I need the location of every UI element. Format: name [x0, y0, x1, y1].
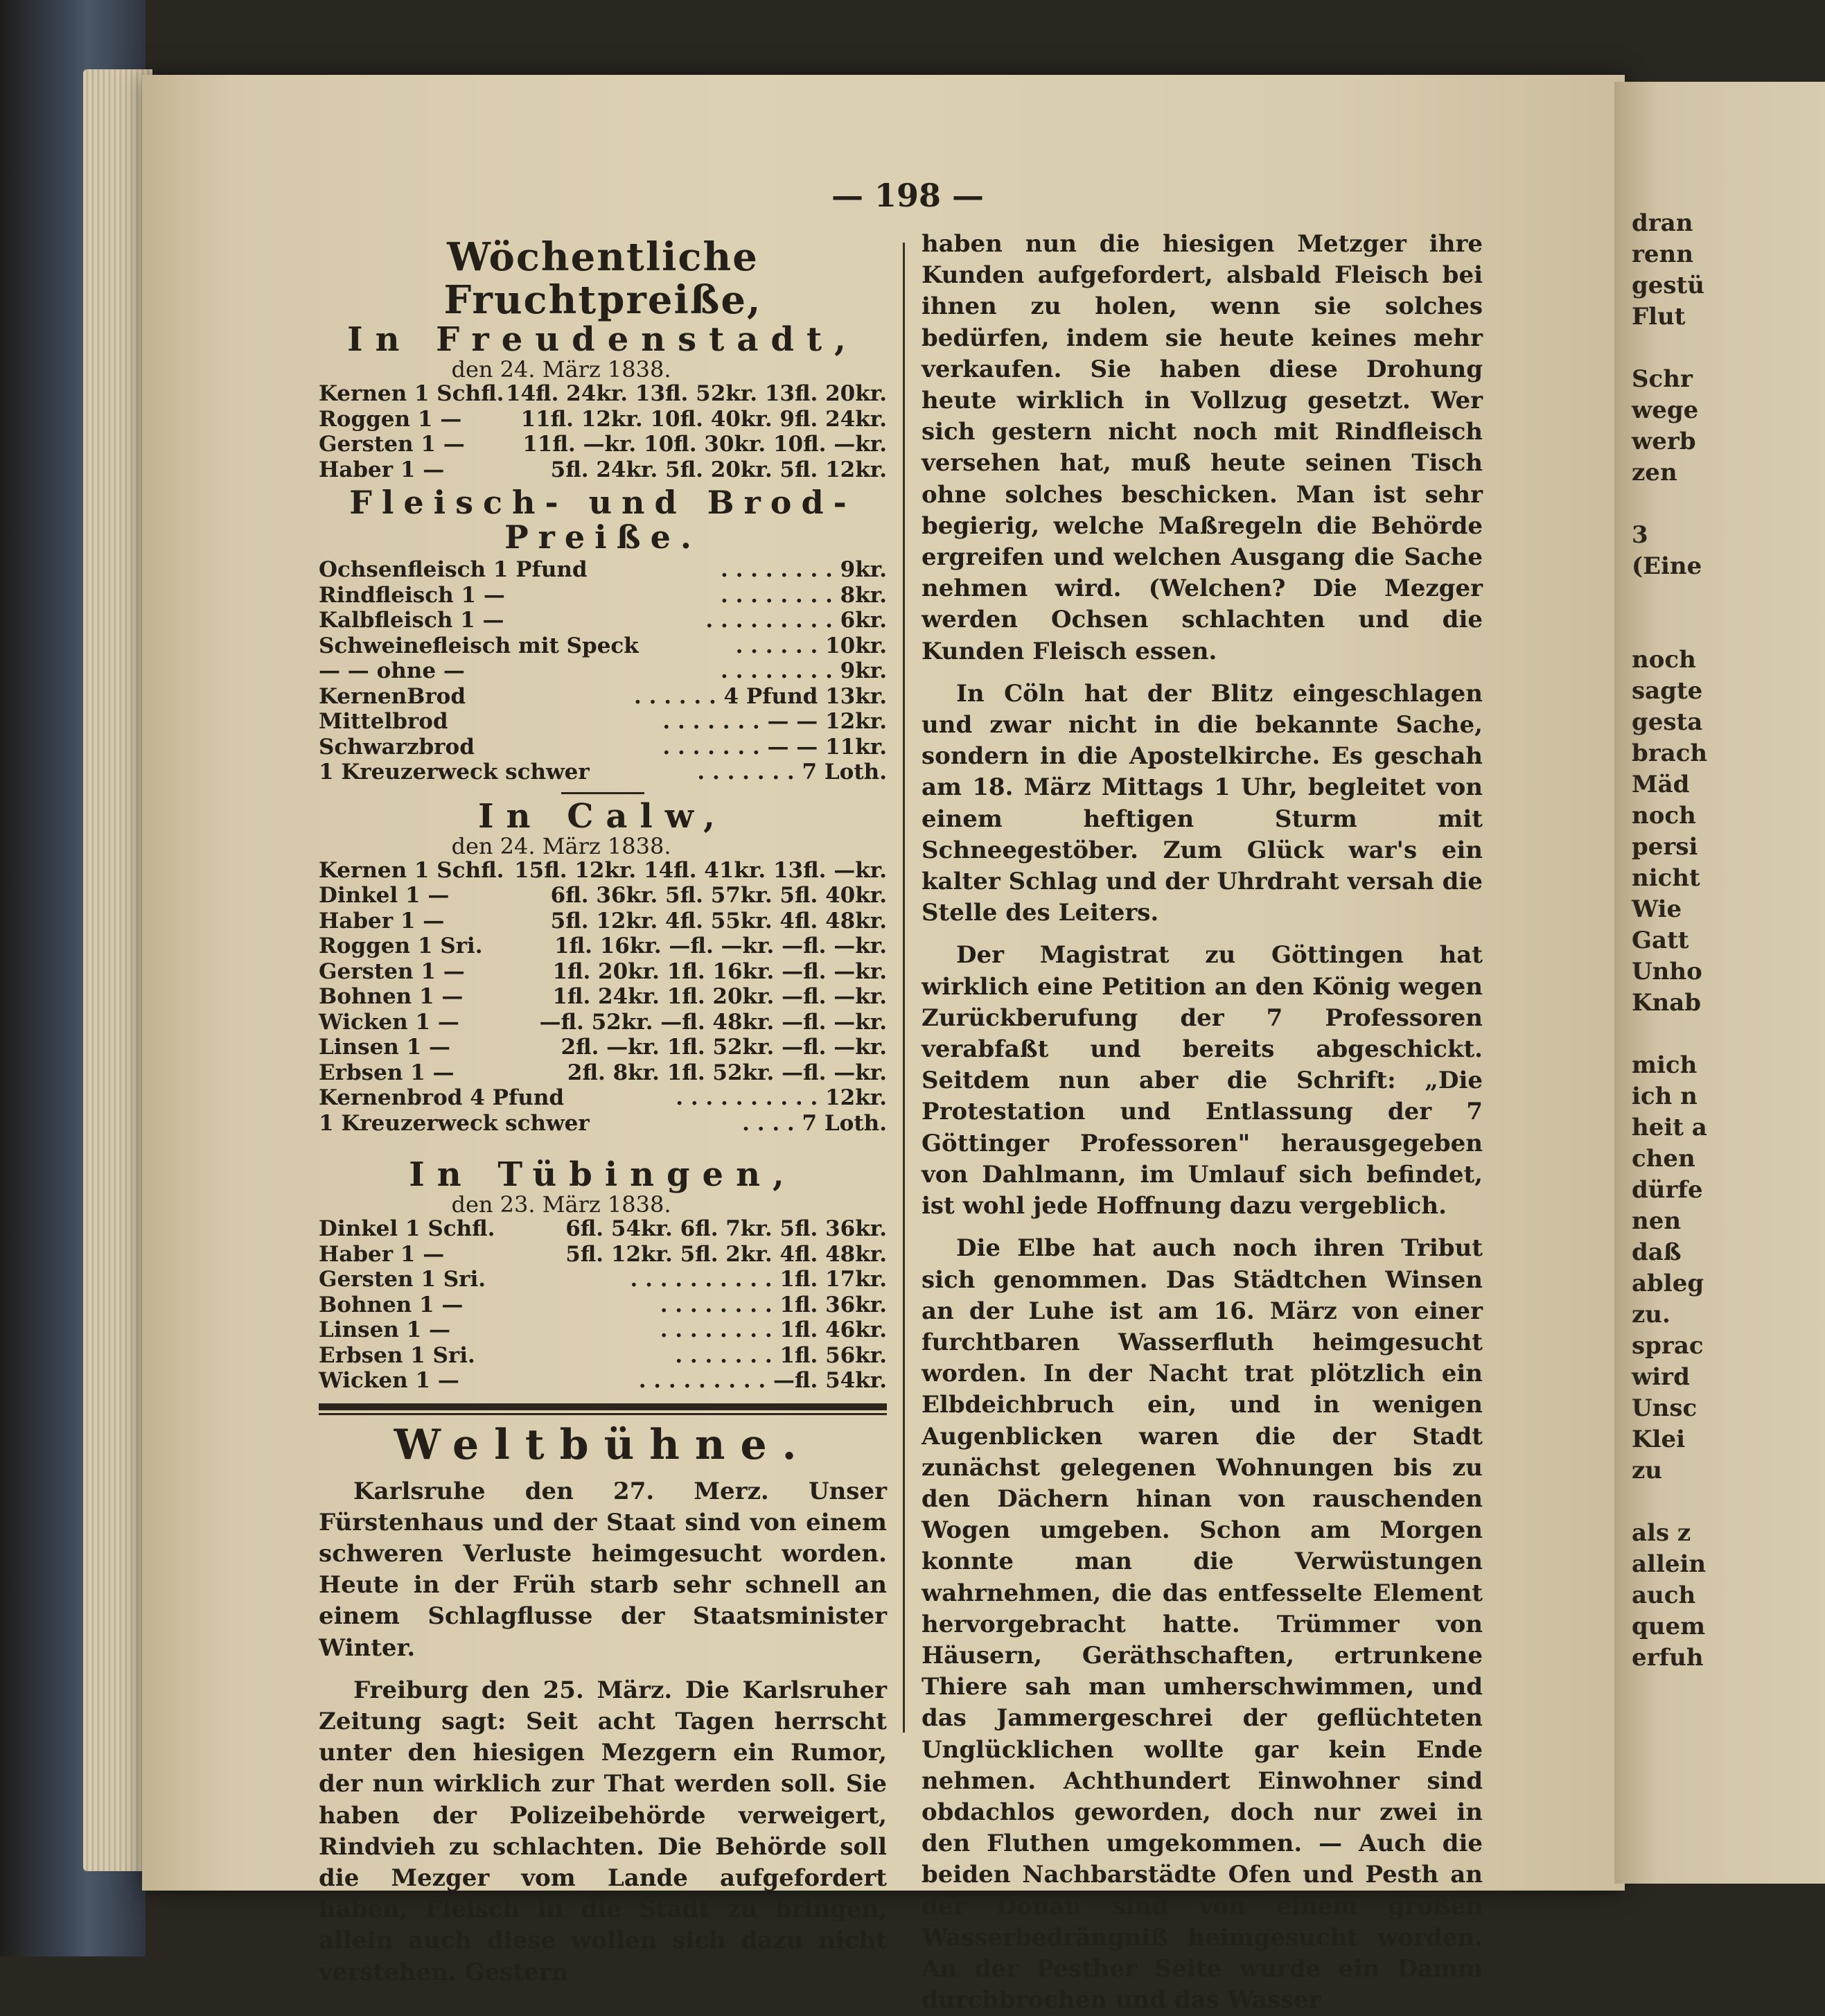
- freudenstadt-place: In Freudenstadt,: [347, 320, 858, 359]
- row-label: Haber 1 —: [319, 908, 445, 934]
- calw-table: [319, 858, 887, 1137]
- freudenstadt-section: [319, 322, 887, 482]
- next-page-line: wird: [1632, 1363, 1690, 1391]
- table-row: [319, 407, 887, 432]
- next-page-line: renn: [1632, 240, 1693, 268]
- row-value: . . . . . . . . . —fl. 54kr.: [638, 1368, 887, 1393]
- thick-rule: [319, 1403, 887, 1410]
- next-page-line: erfuh: [1632, 1644, 1704, 1672]
- column-divider: [903, 243, 905, 1733]
- table-row: [319, 1317, 887, 1343]
- row-value: . . . . . . 10kr.: [735, 633, 887, 658]
- calw-section: [319, 798, 887, 1137]
- paragraph-goettingen: Der Magistrat zu Göttingen hat wirklich eine Petition an den König wegen Zurückberufung der 7 Professoren verabfaßt und bereits abgeschickt. Seitdem nun aber die Schrift: „Die Protestation und Entlassung der 7 Göttinger Professoren" herausgegeben von Dahlmann, im Umlauf sich befindet, ist wohl jede Hoffnung dazu vergeblich.: [922, 941, 1483, 1220]
- row-label: Gersten 1 Sri.: [319, 1267, 486, 1292]
- row-value: 5fl. 12kr. 4fl. 55kr. 4fl. 48kr.: [550, 908, 887, 934]
- table-row: [319, 858, 887, 884]
- table-row: [319, 432, 887, 457]
- table-row: [319, 1111, 887, 1137]
- row-label: Haber 1 —: [319, 1241, 445, 1267]
- row-value: 6fl. 54kr. 6fl. 7kr. 5fl. 36kr.: [565, 1216, 887, 1241]
- next-page-line: [1632, 1019, 1825, 1050]
- next-page-line: noch: [1632, 802, 1696, 830]
- row-label: Kernen 1 Schfl.: [319, 381, 504, 406]
- row-label: — — ohne —: [319, 658, 465, 683]
- table-row: [319, 934, 887, 959]
- row-label: Erbsen 1 —: [319, 1060, 455, 1085]
- row-label: 1 Kreuzerweck schwer: [319, 1110, 590, 1136]
- table-row: [319, 658, 887, 684]
- row-value: . . . . . . . . 8kr.: [720, 582, 887, 608]
- next-page-line: quem: [1632, 1613, 1706, 1640]
- row-value: 6fl. 36kr. 5fl. 57kr. 5fl. 40kr.: [550, 883, 887, 908]
- table-row: [319, 557, 887, 583]
- row-label: Schwarzbrod: [319, 734, 475, 760]
- row-label: Erbsen 1 Sri.: [319, 1342, 475, 1368]
- next-page-line: brach: [1632, 739, 1708, 767]
- table-row: [319, 457, 887, 483]
- paragraph-coeln: In Cöln hat der Blitz eingeschlagen und zwar nicht in die bekannte Sache, sondern in die Apostelkirche. Es geschah am 18. März Mittags 1 Uhr, begleitet von einem heftigen Sturm mit Schneegestöber. Zum Glück war's ein kalter Schlag und der Uhrdraht versah die Stelle des Leiters.: [922, 679, 1483, 927]
- next-page-line: sagte: [1632, 677, 1703, 705]
- table-row: [319, 1242, 887, 1268]
- row-label: Kalbfleisch 1 —: [319, 608, 504, 633]
- page-number: — 198 —: [831, 177, 985, 214]
- row-value: 1fl. 20kr. 1fl. 16kr. —fl. —kr.: [552, 958, 887, 984]
- paragraph-freiburg: Freiburg den 25. März. Die Karlsruher Zeitung sagt: Seit acht Tagen herrscht unter den hiesigen Mezgern ein Rumor, der nun wirklich zur That werden soll. Sie haben der Polizeibehörde verweigert, Rindvieh zu schlachten. Die Behörde soll die Mezger vom Lande aufgefordert haben, Fleisch in die Stadt zu bringen, allein auch diese wollen sich dazu nicht verstehen. Gestern: [319, 1676, 887, 1986]
- row-label: Rindfleisch 1 —: [319, 582, 505, 608]
- row-label: Ochsenfleisch 1 Pfund: [319, 557, 588, 582]
- table-row: [319, 709, 887, 735]
- row-value: . . . . . . . . . 6kr.: [705, 608, 887, 633]
- row-label: Gersten 1 —: [319, 958, 465, 984]
- tuebingen-place: In Tübingen,: [409, 1155, 797, 1194]
- tuebingen-section: [319, 1157, 887, 1394]
- table-row: [319, 1035, 887, 1060]
- next-page-line: zu.: [1632, 1301, 1670, 1329]
- row-value: 2fl. —kr. 1fl. 52kr. —fl. —kr.: [561, 1035, 887, 1060]
- next-page-line: dran: [1632, 209, 1693, 237]
- row-label: KernenBrod: [319, 683, 466, 709]
- row-label: Mittelbrod: [319, 709, 448, 734]
- row-value: . . . . . . . . . . 12kr.: [676, 1085, 887, 1110]
- next-page-line: chen: [1632, 1145, 1695, 1173]
- next-page-line: mich: [1632, 1051, 1698, 1079]
- right-column: [922, 229, 1483, 2016]
- row-value: . . . . . . . . 9kr.: [720, 658, 887, 683]
- next-page-line: zen: [1632, 459, 1677, 487]
- table-row: [319, 909, 887, 934]
- next-page-line: als z: [1632, 1519, 1691, 1547]
- paragraph-metzger: haben nun die hiesigen Metzger ihre Kunden aufgefordert, alsbald Fleisch bei ihnen zu holen, wenn sie solches bedürfen, indem sie heute keines mehr verkaufen. Sie haben diese Drohung heute wirklich in Vollzug gesetzt. Wer sich gestern nicht noch mit Rindfleisch versehen hat, muß heute seinen Tisch ohne solches beschicken. Man ist sehr begierig, welche Maßregeln die Behörde ergreifen und welchen Ausgang die Sache nehmen wird. (Welchen? Die Mezger werden Ochsen schlachten und die Kunden Fleisch essen.: [922, 230, 1483, 665]
- freudenstadt-table: [319, 381, 887, 482]
- row-value: 1fl. 24kr. 1fl. 20kr. —fl. —kr.: [552, 984, 887, 1009]
- row-label: Kernen 1 Schfl.: [319, 857, 504, 883]
- table-row: [319, 583, 887, 608]
- next-page-line: ich n: [1632, 1082, 1698, 1110]
- row-value: . . . . . . . 1fl. 56kr.: [675, 1342, 887, 1368]
- calw-place: In Calw,: [478, 796, 728, 836]
- row-label: Schweinefleisch mit Speck: [319, 633, 639, 658]
- next-page-line: zu: [1632, 1457, 1663, 1484]
- next-page-line: wege: [1632, 396, 1699, 424]
- next-page-line: Flut: [1632, 303, 1686, 331]
- tuebingen-table: [319, 1216, 887, 1394]
- next-page-text: [1618, 208, 1825, 1733]
- table-row: [319, 959, 887, 985]
- row-value: 15fl. 12kr. 14fl. 41kr. 13fl. —kr.: [514, 857, 887, 883]
- next-page-line: Unsc: [1632, 1394, 1698, 1422]
- next-page-line: nen: [1632, 1207, 1682, 1235]
- row-value: 11fl. 12kr. 10fl. 40kr. 9fl. 24kr.: [520, 406, 887, 432]
- meat-bread-table: [319, 557, 887, 785]
- tuebingen-date: den 23. März 1838.: [451, 1191, 671, 1218]
- table-row: [319, 1292, 887, 1318]
- next-page-line: werb: [1632, 428, 1696, 455]
- row-value: . . . . . . . — — 12kr.: [662, 709, 887, 734]
- row-value: 11fl. —kr. 10fl. 30kr. 10fl. —kr.: [522, 432, 887, 457]
- table-row: [319, 735, 887, 760]
- row-label: Wicken 1 —: [319, 1009, 459, 1035]
- next-page-line: 3: [1632, 521, 1648, 549]
- row-label: Linsen 1 —: [319, 1035, 450, 1060]
- table-row: [319, 984, 887, 1010]
- next-page-line: Wie: [1632, 895, 1682, 923]
- next-page-line: [1632, 582, 1825, 613]
- next-page-line: dürfe: [1632, 1176, 1703, 1204]
- row-value: . . . . . . . . 1fl. 36kr.: [660, 1292, 887, 1317]
- row-label: Haber 1 —: [319, 457, 445, 482]
- next-page-line: ableg: [1632, 1270, 1704, 1297]
- row-label: Dinkel 1 Schfl.: [319, 1216, 495, 1241]
- next-page-line: daß: [1632, 1238, 1682, 1266]
- table-row: [319, 883, 887, 909]
- next-page-line: [1632, 1487, 1825, 1518]
- row-value: 14fl. 24kr. 13fl. 52kr. 13fl. 20kr.: [505, 381, 887, 406]
- row-value: . . . . . . 4 Pfund 13kr.: [634, 683, 887, 709]
- row-value: . . . . . . . . 1fl. 46kr.: [660, 1317, 887, 1342]
- next-page-line: persi: [1632, 833, 1698, 861]
- next-page-line: Klei: [1632, 1426, 1686, 1453]
- table-row: [319, 1060, 887, 1086]
- table-row: [319, 1216, 887, 1242]
- row-label: Bohnen 1 —: [319, 984, 464, 1009]
- row-value: . . . . . . . — — 11kr.: [662, 734, 887, 760]
- next-page-line: heit a: [1632, 1114, 1707, 1141]
- row-label: Roggen 1 —: [319, 406, 462, 432]
- row-label: Dinkel 1 —: [319, 883, 450, 908]
- section-divider: [561, 792, 644, 794]
- row-value: . . . . . . . . 9kr.: [720, 557, 887, 582]
- row-value: 5fl. 12kr. 5fl. 2kr. 4fl. 48kr.: [565, 1241, 887, 1267]
- next-page-line: gestü: [1632, 272, 1704, 299]
- row-label: 1 Kreuzerweck schwer: [319, 760, 590, 785]
- table-row: [319, 1267, 887, 1292]
- next-page-line: allein: [1632, 1550, 1707, 1578]
- row-value: 5fl. 24kr. 5fl. 20kr. 5fl. 12kr.: [550, 457, 887, 482]
- thin-rule: [319, 1413, 887, 1415]
- next-page-line: Knab: [1632, 989, 1702, 1017]
- next-page-line: gesta: [1632, 708, 1703, 736]
- row-value: —fl. 52kr. —fl. 48kr. —fl. —kr.: [539, 1009, 887, 1035]
- row-value: . . . . . . . . . . 1fl. 17kr.: [630, 1267, 887, 1292]
- row-value: . . . . 7 Loth.: [742, 1110, 887, 1136]
- row-label: Wicken 1 —: [319, 1368, 459, 1393]
- row-value: . . . . . . . 7 Loth.: [697, 760, 887, 785]
- meat-bread-heading: Fleisch- und Brod-Preiße.: [349, 484, 856, 556]
- calw-date: den 24. März 1838.: [451, 832, 671, 859]
- row-label: Gersten 1 —: [319, 432, 465, 457]
- next-page-line: (Eine: [1632, 552, 1702, 580]
- next-page-line: Schr: [1632, 365, 1693, 393]
- next-page-line: Unho: [1632, 958, 1702, 985]
- table-row: [319, 381, 887, 407]
- row-label: Bohnen 1 —: [319, 1292, 464, 1317]
- paragraph-karlsruhe: Karlsruhe den 27. Merz. Unser Fürstenhaus und der Staat sind von einem schweren Verluste heimgesucht worden. Heute in der Früh starb sehr schnell an einem Schlagflusse der Staatsminister Winter.: [319, 1477, 887, 1662]
- table-row: [319, 1343, 887, 1369]
- next-page-line: Mäd: [1632, 771, 1690, 798]
- paragraph-elbe: Die Elbe hat auch noch ihren Tribut sich genommen. Das Städtchen Winsen an der Luhe ist am 16. März von einer furchtbaren Wasserfluth heimgesucht worden. In der Nacht trat plötzlich ein Elbdeichbruch ein, und in wenigen Augenblicken waren die der Stadt zunächst gelegenen Wohnungen bis zu den Dächern hinan von rauschenden Wogen umgeben. Schon am Morgen konnte man die Verwüstungen wahrnehmen, die das entfesselte Element hervorgebracht hatte. Trümmer von Häusern, Geräthschaften, ertrunkene Thiere sah man umherschwimmen, und das Jammergeschrei der geflüchteten Unglücklichen wollte gar kein Ende nehmen. Achthundert Einwohner sind obdachlos geworden, doch nur zwei in den Fluthen umgekommen. — Auch die beiden Nachbarstädte Ofen und Pesth an der Donau sind von einem großen Wasserbedrängniß heimgesucht worden. An der Pesther Seite wurde ein Damm durchbrochen und das Wasser: [922, 1234, 1483, 2015]
- table-row: [319, 1085, 887, 1111]
- prices-title: Wöchentliche Fruchtpreiße,: [443, 234, 762, 323]
- next-page-line: [1632, 489, 1825, 520]
- table-row: [319, 608, 887, 633]
- row-value: 1fl. 16kr. —fl. —kr. —fl. —kr.: [554, 934, 887, 958]
- next-page-line: auch: [1632, 1581, 1696, 1609]
- table-row: [319, 1010, 887, 1035]
- row-label: Kernenbrod 4 Pfund: [319, 1085, 565, 1110]
- table-row: [319, 684, 887, 710]
- next-page-line: [1632, 613, 1825, 645]
- table-row: [319, 1368, 887, 1394]
- next-page-line: noch: [1632, 646, 1696, 674]
- row-label: Linsen 1 —: [319, 1317, 450, 1342]
- table-row: [319, 633, 887, 659]
- next-page-line: [1632, 333, 1825, 364]
- next-page-line: sprac: [1632, 1332, 1704, 1360]
- freudenstadt-date: den 24. März 1838.: [451, 356, 671, 383]
- left-column: [319, 236, 887, 1988]
- table-row: [319, 760, 887, 785]
- next-page-line: nicht: [1632, 864, 1700, 892]
- next-page-line: Gatt: [1632, 927, 1689, 954]
- row-value: 2fl. 8kr. 1fl. 52kr. —fl. —kr.: [567, 1060, 887, 1085]
- weltbuehne-heading: Weltbühne.: [394, 1420, 812, 1469]
- row-label: Roggen 1 Sri.: [319, 934, 483, 958]
